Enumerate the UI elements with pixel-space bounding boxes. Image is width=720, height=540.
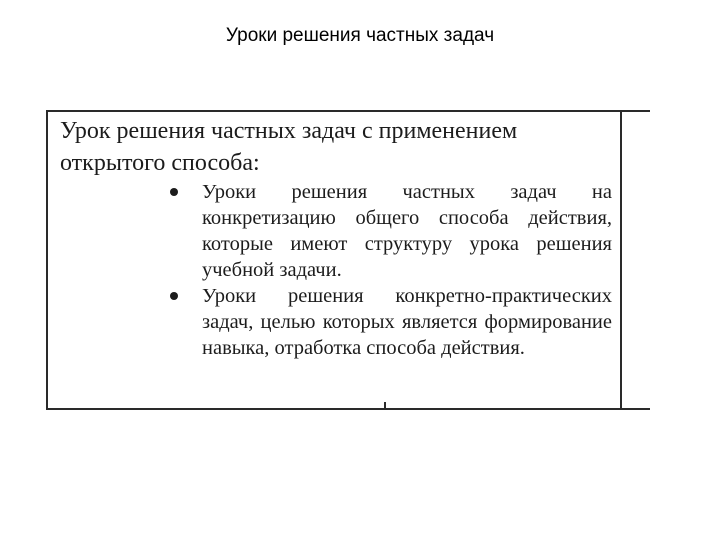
document-heading-line-1: Урок решения частных задач с применением: [60, 118, 518, 144]
bullet-text: Уроки решения конкретно-практических задач, целью которых является формирование навыка, отработка способа действия.: [202, 285, 612, 359]
document-heading-line-2: открытого способа:: [60, 150, 260, 176]
bullet-item: [202, 283, 612, 361]
table-top-border: [46, 110, 650, 112]
scanned-table-image: [46, 110, 650, 410]
bullet-list: [60, 179, 614, 361]
slide-title: Уроки решения частных задач: [225, 25, 495, 46]
table-left-border: [46, 110, 48, 410]
bullet-text: Уроки решения частных задач на конкретизацию общего способа действия, которые имеют структуру урока решения учебной задачи.: [202, 181, 612, 281]
table-bottom-border: [46, 408, 650, 410]
bullet-dot-icon: [170, 292, 178, 300]
bullet-dot-icon: [170, 188, 178, 196]
table-lower-column-tick: [384, 402, 386, 410]
bullet-item: [202, 179, 612, 283]
table-cell-text: [60, 115, 614, 361]
table-column-divider: [620, 110, 622, 410]
